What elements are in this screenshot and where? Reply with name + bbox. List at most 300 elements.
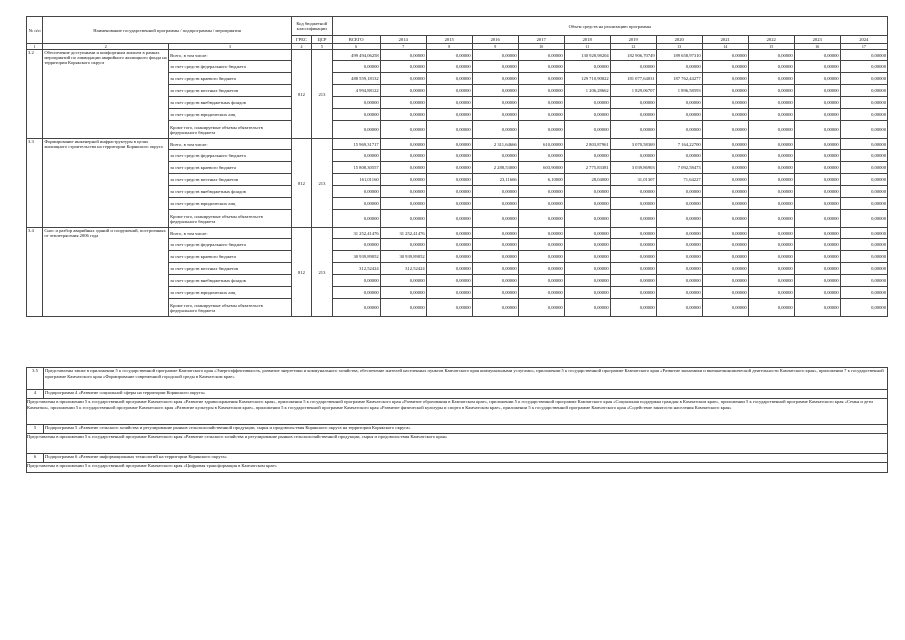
- amount-cell: 0,00000: [794, 61, 840, 73]
- funding-source: за счет средств юридических лиц: [169, 198, 292, 210]
- col-header-year: ВСЕГО: [332, 36, 380, 44]
- amount-cell: 0,00000: [840, 139, 887, 150]
- amount-cell: 0,00000: [518, 186, 564, 198]
- column-number: 8: [426, 44, 472, 50]
- amount-cell: 0,00000: [564, 109, 610, 121]
- amount-cell: 0,00000: [748, 287, 794, 299]
- amount-cell: 3 039,86903: [610, 162, 656, 174]
- funding-source: за счет средств краевого бюджета: [169, 162, 292, 174]
- col-header-volume: Объем средств на реализацию программы: [332, 17, 887, 36]
- amount-cell: 0,00000: [794, 198, 840, 210]
- funding-source: за счет средств внебюджетных фондов: [169, 186, 292, 198]
- col-header-year: 2024: [840, 36, 887, 44]
- subprogram-4-text: Представлены в приложении 5 к государственной программе Камчатского края «Развитие здравоохранения Камчатского края», приложении 5 к государственной программе Камчатского края «Развитие образования в Камчатском крае», приложении 5 к государственной программе Камчатского края «Социальная поддержка граждан в Камчатском крае», приложении 5 к государственной программе Камчатского края «Семья и дети Камчатки», приложении 5 к государственной программе Камчатского края «Развитие культуры в Камчатском крае», приложении 5 к государственной программе Камчатского края «Развитие физической культуры и спорта в Камчатском крае», приложении 5 к государственной программе Камчатского края «Содействие занятости населения Камчатского края»: [26, 398, 888, 424]
- amount-cell: 31 252,41476: [380, 228, 426, 239]
- column-number: 11: [564, 44, 610, 50]
- amount-cell: 0,00000: [332, 186, 380, 198]
- amount-cell: 0,00000: [702, 97, 748, 109]
- amount-cell: 0,00000: [472, 299, 518, 317]
- amount-cell: 0,00000: [472, 50, 518, 61]
- amount-cell: 0,00000: [426, 299, 472, 317]
- amount-cell: 7 164,22700: [656, 139, 702, 150]
- amount-cell: 0,00000: [656, 251, 702, 263]
- amount-cell: 0,00000: [794, 50, 840, 61]
- amount-cell: 0,00000: [518, 210, 564, 228]
- amount-cell: 0,00000: [380, 109, 426, 121]
- grbs-code: 812: [291, 228, 311, 317]
- amount-cell: 0,00000: [518, 263, 564, 275]
- amount-cell: 0,00000: [472, 210, 518, 228]
- funding-source: за счет средств юридических лиц: [169, 109, 292, 121]
- amount-cell: 499 494,06258: [332, 50, 380, 61]
- amount-cell: 0,00000: [840, 299, 887, 317]
- amount-cell: 0,00000: [380, 162, 426, 174]
- amount-cell: 0,00000: [702, 186, 748, 198]
- amount-cell: 0,00000: [426, 174, 472, 186]
- amount-cell: 0,00000: [426, 275, 472, 287]
- amount-cell: 2 311,64666: [472, 139, 518, 150]
- amount-cell: 0,00000: [564, 150, 610, 162]
- amount-cell: 0,00000: [702, 299, 748, 317]
- amount-cell: 0,00000: [380, 73, 426, 85]
- amount-cell: 0,00000: [518, 251, 564, 263]
- amount-cell: 0,00000: [472, 251, 518, 263]
- amount-cell: 0,00000: [426, 263, 472, 275]
- activity-title: Снос и разбор аварийных зданий и сооружений, построенных от землетрясения 2006 года: [43, 228, 169, 317]
- amount-cell: 0,00000: [840, 109, 887, 121]
- amount-cell: 603,90000: [518, 162, 564, 174]
- amount-cell: 0,00000: [426, 121, 472, 139]
- amount-cell: 0,00000: [794, 139, 840, 150]
- row-number: 5: [27, 425, 44, 433]
- funding-source: за счет средств федерального бюджета: [169, 239, 292, 251]
- amount-cell: 0,00000: [472, 109, 518, 121]
- amount-cell: 0,00000: [840, 210, 887, 228]
- amount-cell: 0,00000: [518, 239, 564, 251]
- funding-source: за счет средств местных бюджетов: [169, 85, 292, 97]
- amount-cell: 7 092,58473: [656, 162, 702, 174]
- amount-cell: 0,00000: [748, 228, 794, 239]
- funding-source: Кроме того, планируемые объемы обязательств федерального бюджета: [169, 210, 292, 228]
- amount-cell: 0,00000: [702, 73, 748, 85]
- amount-cell: 0,00000: [748, 210, 794, 228]
- subprogram-6-text: Представлены в приложении 5 к государственной программе Камчатского края «Цифровая трансформация в Камчатском крае»: [26, 462, 888, 473]
- amount-cell: 0,00000: [380, 139, 426, 150]
- amount-cell: 0,00000: [564, 97, 610, 109]
- column-number: 1: [27, 44, 43, 50]
- program-table: [26, 16, 888, 317]
- activity-title: Обеспечение доступными и комфортным жильем в рамках мероприятий по ликвидации аварийного жилищного фонда на территории Корякского округа: [43, 50, 169, 139]
- col-header-year: 2021: [702, 36, 748, 44]
- amount-cell: 0,00000: [610, 61, 656, 73]
- amount-cell: 0,00000: [380, 239, 426, 251]
- amount-cell: 0,00000: [748, 85, 794, 97]
- amount-cell: 0,00000: [472, 228, 518, 239]
- amount-cell: 0,00000: [840, 228, 887, 239]
- amount-cell: 0,00000: [702, 239, 748, 251]
- amount-cell: 0,00000: [656, 109, 702, 121]
- amount-cell: 0,00000: [610, 275, 656, 287]
- amount-cell: 0,00000: [748, 299, 794, 317]
- funding-source: за счет средств краевого бюджета: [169, 251, 292, 263]
- column-number: 14: [702, 44, 748, 50]
- subprogram-6-title-row: [26, 453, 888, 462]
- amount-cell: 0,00000: [748, 174, 794, 186]
- amount-cell: 0,00000: [840, 50, 887, 61]
- row-number: 6: [27, 454, 44, 462]
- subprogram-title: Подпрограмма 6 «Развитие информационных технологий на территории Корякского округа»: [45, 454, 227, 459]
- amount-cell: 0,00000: [702, 109, 748, 121]
- amount-cell: 0,00000: [332, 97, 380, 109]
- amount-cell: 0,00000: [840, 73, 887, 85]
- amount-cell: 0,00000: [426, 198, 472, 210]
- amount-cell: 0,00000: [380, 97, 426, 109]
- amount-cell: 15 969,31717: [332, 139, 380, 150]
- amount-cell: 0,00000: [564, 61, 610, 73]
- amount-cell: 0,00000: [332, 210, 380, 228]
- amount-cell: 0,00000: [380, 198, 426, 210]
- amount-cell: 0,00000: [748, 239, 794, 251]
- amount-cell: 0,00000: [748, 97, 794, 109]
- amount-cell: 0,00000: [840, 174, 887, 186]
- amount-cell: 0,00000: [564, 287, 610, 299]
- amount-cell: 0,00000: [840, 239, 887, 251]
- amount-cell: 15 808,30557: [332, 162, 380, 174]
- amount-cell: 0,00000: [610, 228, 656, 239]
- amount-cell: 0,00000: [656, 61, 702, 73]
- amount-cell: 488 559,18132: [332, 73, 380, 85]
- amount-cell: 0,00000: [840, 251, 887, 263]
- column-number: 4: [291, 44, 311, 50]
- amount-cell: 0,00000: [426, 73, 472, 85]
- amount-cell: 0,00000: [702, 50, 748, 61]
- column-number: 6: [332, 44, 380, 50]
- amount-cell: 161,01160: [332, 174, 380, 186]
- column-number: 15: [748, 44, 794, 50]
- col-header-budget-code: Код бюджетной классификации: [291, 17, 332, 36]
- funding-source: Кроме того, планируемые объемы обязательств федерального бюджета: [169, 299, 292, 317]
- amount-cell: 181 077,64031: [610, 73, 656, 85]
- column-number: 5: [312, 44, 332, 50]
- amount-cell: 0,00000: [564, 228, 610, 239]
- funding-source: за счет средств внебюджетных фондов: [169, 275, 292, 287]
- amount-cell: 0,00000: [794, 239, 840, 251]
- amount-cell: 0,00000: [840, 162, 887, 174]
- amount-cell: 0,00000: [518, 121, 564, 139]
- amount-cell: 0,00000: [332, 299, 380, 317]
- amount-cell: 0,00000: [380, 186, 426, 198]
- col-header-name: Наименование государственной программы / подпрограммы / мероприятия: [43, 17, 291, 44]
- amount-cell: 0,00000: [518, 228, 564, 239]
- amount-cell: 0,00000: [518, 109, 564, 121]
- amount-cell: 0,00000: [610, 251, 656, 263]
- amount-cell: 0,00000: [840, 275, 887, 287]
- amount-cell: 0,00000: [380, 61, 426, 73]
- amount-cell: 0,00000: [472, 198, 518, 210]
- amount-cell: 0,00000: [656, 210, 702, 228]
- amount-cell: 0,00000: [332, 109, 380, 121]
- amount-cell: 0,00000: [332, 287, 380, 299]
- amount-cell: 0,00000: [702, 228, 748, 239]
- amount-cell: 0,00000: [748, 263, 794, 275]
- col-header-tsr: ЦСР: [312, 36, 332, 44]
- amount-cell: 0,00000: [794, 228, 840, 239]
- col-header-year: 2016: [472, 36, 518, 44]
- amount-cell: 0,00000: [472, 287, 518, 299]
- grbs-code: 812: [291, 50, 311, 139]
- amount-cell: 0,00000: [610, 150, 656, 162]
- amount-cell: 0,00000: [610, 299, 656, 317]
- col-header-grbs: ГРБС: [291, 36, 311, 44]
- amount-cell: 23,11666: [472, 174, 518, 186]
- amount-cell: 0,00000: [426, 50, 472, 61]
- amount-cell: 0,00000: [518, 50, 564, 61]
- amount-cell: 0,00000: [518, 287, 564, 299]
- amount-cell: 0,00000: [518, 97, 564, 109]
- amount-cell: 0,00000: [472, 97, 518, 109]
- subprogram-title: Подпрограмма 5 «Развитие сельского хозяйства и регулирование рынков сельскохозяйственной продукции, сырья и продовольствия Корякского округа на территории Корякского округа»: [45, 425, 411, 430]
- amount-cell: 0,00000: [748, 50, 794, 61]
- amount-cell: 0,00000: [702, 85, 748, 97]
- column-number: 10: [518, 44, 564, 50]
- amount-cell: 0,00000: [748, 186, 794, 198]
- amount-cell: 1 829,06707: [610, 85, 656, 97]
- amount-cell: 0,00000: [564, 186, 610, 198]
- amount-cell: 0,00000: [564, 210, 610, 228]
- row-number: 3.4: [27, 228, 43, 317]
- subprogram-4-title-row: [26, 389, 888, 398]
- tsr-code: 213: [312, 139, 332, 228]
- amount-cell: 610,00000: [518, 139, 564, 150]
- row-number: 3.3: [27, 139, 43, 228]
- subprogram-title: Подпрограмма 4 «Развитие социальной сферы на территории Корякского округа»: [45, 390, 206, 395]
- amount-cell: 189 658,97310: [656, 50, 702, 61]
- amount-cell: 0,00000: [656, 239, 702, 251]
- funding-source: Кроме того, планируемые объемы обязательств федерального бюджета: [169, 121, 292, 139]
- row-number: 4: [27, 390, 44, 398]
- column-number: 12: [610, 44, 656, 50]
- amount-cell: 0,00000: [794, 287, 840, 299]
- amount-cell: 0,00000: [426, 97, 472, 109]
- amount-cell: 0,00000: [610, 239, 656, 251]
- column-number: 13: [656, 44, 702, 50]
- amount-cell: 0,00000: [332, 198, 380, 210]
- amount-cell: 0,00000: [840, 198, 887, 210]
- amount-cell: 0,00000: [794, 162, 840, 174]
- amount-cell: 0,00000: [840, 61, 887, 73]
- row-number: 3.2: [27, 50, 43, 139]
- amount-cell: 0,00000: [748, 150, 794, 162]
- funding-source: Всего, в том числе:: [169, 228, 292, 239]
- amount-cell: 28,04000: [564, 174, 610, 186]
- grbs-code: 812: [291, 139, 311, 228]
- amount-cell: 31,01307: [610, 174, 656, 186]
- amount-cell: 0,00000: [840, 287, 887, 299]
- amount-cell: 0,00000: [702, 275, 748, 287]
- amount-cell: 0,00000: [564, 251, 610, 263]
- amount-cell: 0,00000: [426, 85, 472, 97]
- row-3-5: [26, 367, 888, 389]
- amount-cell: 0,00000: [794, 73, 840, 85]
- amount-cell: 0,00000: [794, 186, 840, 198]
- amount-cell: 0,00000: [656, 150, 702, 162]
- amount-cell: 30 939,89052: [332, 251, 380, 263]
- amount-cell: 0,00000: [564, 121, 610, 139]
- column-number: 9: [472, 44, 518, 50]
- amount-cell: 0,00000: [472, 61, 518, 73]
- amount-cell: 0,00000: [656, 97, 702, 109]
- amount-cell: 0,00000: [840, 97, 887, 109]
- col-header-year: 2014: [380, 36, 426, 44]
- amount-cell: 129 710,90822: [564, 73, 610, 85]
- amount-cell: 0,00000: [702, 210, 748, 228]
- amount-cell: 0,00000: [332, 275, 380, 287]
- amount-cell: 0,00000: [380, 150, 426, 162]
- tsr-code: 213: [312, 228, 332, 317]
- amount-cell: 0,00000: [656, 121, 702, 139]
- amount-cell: 0,00000: [748, 162, 794, 174]
- amount-cell: 0,00000: [794, 299, 840, 317]
- col-header-year: 2017: [518, 36, 564, 44]
- amount-cell: 0,00000: [518, 85, 564, 97]
- table-row: [27, 50, 888, 61]
- funding-source: за счет средств федерального бюджета: [169, 150, 292, 162]
- amount-cell: 1 206,28662: [564, 85, 610, 97]
- funding-source: Всего, в том числе:: [169, 50, 292, 61]
- amount-cell: 0,00000: [794, 109, 840, 121]
- subprogram-5-text: Представлены в приложении 5 к государственной программе Камчатского края «Развитие сельского хозяйства и регулирование рынков сельскохозяйственной продукции, сырья и продовольствия Камчатского края»: [26, 433, 888, 453]
- amount-cell: 0,00000: [564, 198, 610, 210]
- amount-cell: 0,00000: [656, 198, 702, 210]
- amount-cell: 31 252,41476: [332, 228, 380, 239]
- amount-cell: 0,00000: [610, 210, 656, 228]
- tsr-code: 213: [312, 50, 332, 139]
- amount-cell: 0,00000: [426, 150, 472, 162]
- col-header-year: 2015: [426, 36, 472, 44]
- col-header-no: № п/п: [27, 17, 43, 44]
- amount-cell: 6,10000: [518, 174, 564, 186]
- amount-cell: 0,00000: [656, 287, 702, 299]
- amount-cell: 0,00000: [426, 162, 472, 174]
- row-text: Представлены также в приложении 5 к государственной программе Камчатского края «Энергоэффективность, развитие энергетики и коммунального хозяйства, обеспечение жителей населенных пунктов Камчатского края коммунальными услугами», приложении 5 к государственной программе Камчатского края «Развитие экономики и внешнеэкономической деятельности Камчатского края», приложении 7 к государственной программе Камчатского края «Формирование современной городской среды в Камчатском крае»: [45, 368, 884, 379]
- amount-cell: 0,00000: [702, 174, 748, 186]
- funding-source: за счет средств внебюджетных фондов: [169, 97, 292, 109]
- amount-cell: 187 762,44277: [656, 73, 702, 85]
- amount-cell: 2 288,53000: [472, 162, 518, 174]
- amount-cell: 0,00000: [794, 275, 840, 287]
- amount-cell: 0,00000: [794, 210, 840, 228]
- amount-cell: 0,00000: [702, 150, 748, 162]
- amount-cell: 30 939,89052: [380, 251, 426, 263]
- amount-cell: 0,00000: [794, 263, 840, 275]
- amount-cell: 0,00000: [332, 61, 380, 73]
- amount-cell: 0,00000: [472, 85, 518, 97]
- amount-cell: 71,64227: [656, 174, 702, 186]
- amount-cell: 0,00000: [564, 263, 610, 275]
- amount-cell: 0,00000: [332, 150, 380, 162]
- amount-cell: 0,00000: [610, 97, 656, 109]
- amount-cell: 0,00000: [840, 121, 887, 139]
- amount-cell: 0,00000: [564, 239, 610, 251]
- amount-cell: 0,00000: [426, 61, 472, 73]
- amount-cell: 0,00000: [518, 198, 564, 210]
- amount-cell: 0,00000: [610, 121, 656, 139]
- amount-cell: 0,00000: [426, 186, 472, 198]
- amount-cell: 0,00000: [702, 198, 748, 210]
- funding-source: за счет средств местных бюджетов: [169, 174, 292, 186]
- amount-cell: 0,00000: [518, 61, 564, 73]
- amount-cell: 0,00000: [748, 61, 794, 73]
- amount-cell: 0,00000: [380, 210, 426, 228]
- col-header-year: 2019: [610, 36, 656, 44]
- amount-cell: 0,00000: [702, 139, 748, 150]
- amount-cell: 0,00000: [518, 275, 564, 287]
- amount-cell: 0,00000: [656, 275, 702, 287]
- table-row: [27, 139, 888, 150]
- amount-cell: 0,00000: [472, 150, 518, 162]
- amount-cell: 0,00000: [518, 73, 564, 85]
- amount-cell: 0,00000: [748, 109, 794, 121]
- amount-cell: 0,00000: [794, 85, 840, 97]
- amount-cell: 0,00000: [564, 275, 610, 287]
- amount-cell: 0,00000: [748, 73, 794, 85]
- amount-cell: 0,00000: [610, 109, 656, 121]
- amount-cell: 0,00000: [610, 186, 656, 198]
- amount-cell: 0,00000: [472, 73, 518, 85]
- amount-cell: 0,00000: [610, 263, 656, 275]
- amount-cell: 0,00000: [794, 174, 840, 186]
- amount-cell: 0,00000: [656, 263, 702, 275]
- amount-cell: 0,00000: [564, 299, 610, 317]
- amount-cell: 0,00000: [794, 97, 840, 109]
- activity-title: Формирование инженерной инфраструктуры в целях жилищного строительства на территории Корякского округа: [43, 139, 169, 228]
- amount-cell: 0,00000: [702, 121, 748, 139]
- amount-cell: 0,00000: [518, 299, 564, 317]
- amount-cell: 0,00000: [610, 287, 656, 299]
- column-number: 3: [169, 44, 292, 50]
- amount-cell: 0,00000: [380, 275, 426, 287]
- funding-source: за счет средств юридических лиц: [169, 287, 292, 299]
- amount-cell: 3 070,58369: [610, 139, 656, 150]
- funding-source: Всего, в том числе:: [169, 139, 292, 150]
- amount-cell: 0,00000: [426, 228, 472, 239]
- amount-cell: 0,00000: [472, 121, 518, 139]
- amount-cell: 0,00000: [748, 139, 794, 150]
- col-header-year: 2022: [748, 36, 794, 44]
- amount-cell: 0,00000: [702, 162, 748, 174]
- amount-cell: 0,00000: [426, 239, 472, 251]
- amount-cell: 0,00000: [840, 186, 887, 198]
- amount-cell: 0,00000: [332, 121, 380, 139]
- amount-cell: 0,00000: [472, 186, 518, 198]
- amount-cell: 0,00000: [794, 121, 840, 139]
- amount-cell: 4 994,88122: [332, 85, 380, 97]
- amount-cell: 0,00000: [748, 121, 794, 139]
- amount-cell: 0,00000: [656, 299, 702, 317]
- col-header-year: 2018: [564, 36, 610, 44]
- amount-cell: 0,00000: [380, 121, 426, 139]
- amount-cell: 0,00000: [794, 251, 840, 263]
- amount-cell: 0,00000: [472, 239, 518, 251]
- amount-cell: 2 775,83381: [564, 162, 610, 174]
- column-number: 16: [794, 44, 840, 50]
- col-header-year: 2020: [656, 36, 702, 44]
- amount-cell: 0,00000: [426, 287, 472, 299]
- column-number: 17: [840, 44, 887, 50]
- amount-cell: 0,00000: [426, 139, 472, 150]
- amount-cell: 2 803,87961: [564, 139, 610, 150]
- amount-cell: 0,00000: [380, 85, 426, 97]
